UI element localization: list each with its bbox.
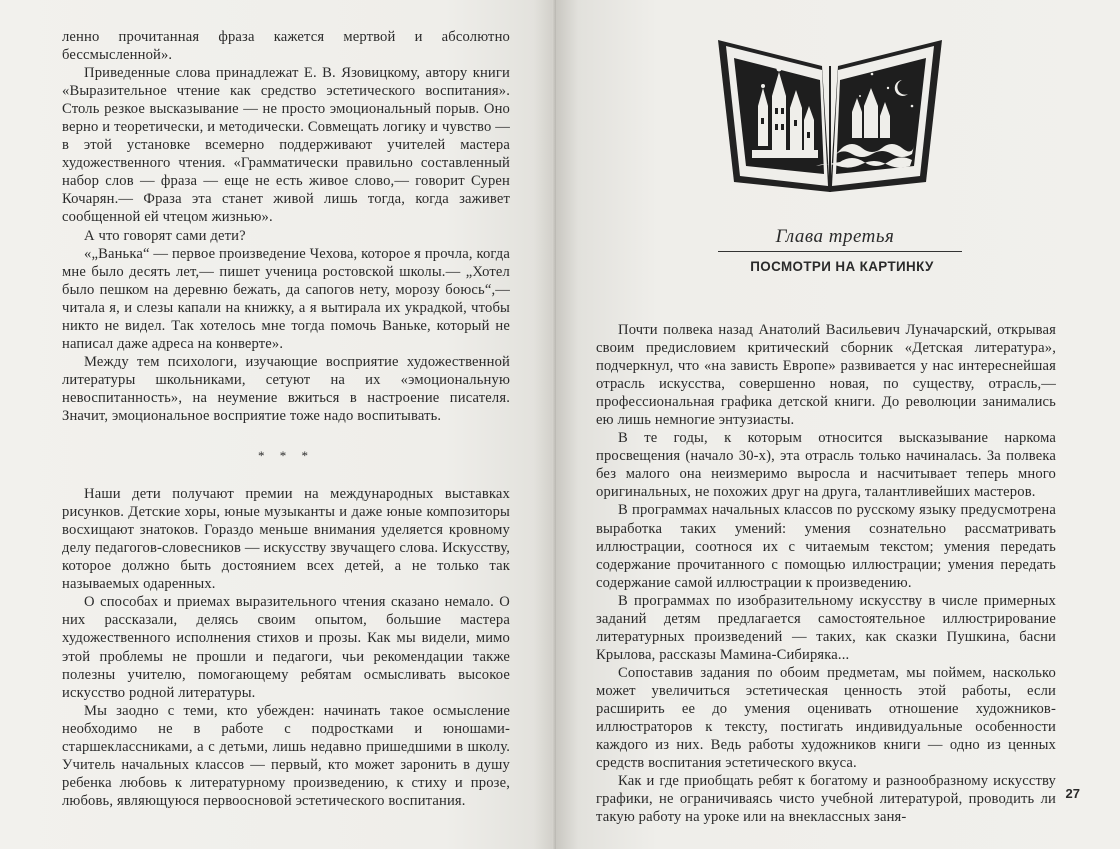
paragraph: Почти полвека назад Анатолий Васильевич Луначарский, открывая своим предисловием критический сборник «Детская литература», подчеркнул, что «на зависть Европе» развивается у нас интереснейшая отрасль искусства, совершенно новая, по существу, отрасль,— профессиональная графика детской книги. До революции занимались ею лишь немногие энтузиасты. (596, 322, 1056, 429)
paragraph: В те годы, к которым относится высказывание наркома просвещения (начало 30-х), эта отрасль только начиналась. За полвека без малого она неизмеримо выросла и насчитывает теперь много оригинальных, не похожих друг на друга, талантливейших мастеров. (596, 430, 1056, 501)
paragraph: В программах начальных классов по русскому языку предусмотрена выработка таких умений: умения сознательно рассматривать иллюстрации, соотнося их с читаемым текстом; умения передать содержание прочитанного с помощью иллюстрации; умения передать содержание самой иллюстрации к произведению. (596, 502, 1056, 591)
paragraph: Как и где приобщать ребят к богатому и разнообразному искусству графики, не ограничиваясь чисто учебной литературой, проводить ли такую работу на уроке или на внеклассных заня- (596, 773, 1056, 826)
section-separator: * * * (258, 448, 314, 464)
paragraph: Наши дети получают премии на международных выставках рисунков. Детские хоры, юные музыканты и даже юные композиторы восхищают знатоков. Гораздо меньше внимания уделяется кровному делу педагогов-словесников — искусству звучащего слова. Искусству, которое должно быть достоянием всех детей, а не только так называемых одаренных. (62, 486, 510, 593)
open-book-with-castle-illustration-icon (712, 36, 948, 200)
paragraph: А что говорят сами дети? (84, 227, 246, 244)
paragraph: О способах и приемах выразительного чтения сказано немало. О них рассказали, делясь своим опытом, большие мастера художественного исполнения стихов и прозы. Как мы видели, мимо этой проблемы не прошли и педагоги, чьи рекомендации также полезны учителю, помогающему ребятам осмысливать высокое искусство родной литературы. (62, 594, 510, 701)
paragraph: Мы заодно с теми, кто убежден: начинать такое осмысление необходимо не в работе с подростками и юношами-старшеклассниками, а с детьми, лишь недавно пришедшими в школу. Учитель начальных классов — первый, кто может заронить в душу ребенка любовь к литературному произведению, к стиху и прозе, любовь, являющуюся первоосновой эстетического воспитания. (62, 702, 510, 809)
left-paragraphs-top (62, 28, 510, 425)
chapter-divider (718, 251, 962, 252)
paragraph: В программах по изобразительному искусству в числе примерных заданий детям предлагается самостоятельное иллюстрирование литературных произведений — таких, как сказки Пушкина, басни Крылова, рассказы Мамина-Сибиряка... (596, 592, 1056, 663)
paragraph: Сопоставив задания по обоим предметам, мы поймем, насколько может увеличиться эстетическая ценность этой работы, если расширить ее до умения оценивать отношение художников-иллюстраторов к тексту, постигать индивидуальные особенности каждого из них. Ведь работы художников книги — одно из ценных средств воспитания эстетического вкуса. (596, 664, 1056, 772)
paragraph: Приведенные слова принадлежат Е. В. Язовицкому, автору книги «Выразительное чтение как средство эстетического воспитания». Столь резкое высказывание — не просто эмоциональный порыв. Оно верно и теоретически, и методически. Совмещать логику и чувство — в этой установке всемерно поддерживают учителей мастера художественного чтения. «Грамматически правильно составленный набор слов — фраза — еще не есть живое слово,— говорит Сурен Кочарян.— Фраза эта станет живой лишь тогда, когда заживет сообщенной ей чтецом жизнью». (62, 65, 510, 226)
left-page-text (62, 28, 510, 810)
left-page (0, 0, 556, 849)
right-page-text (596, 321, 1056, 826)
left-paragraphs-bottom (62, 485, 510, 810)
paragraph: «„Ванька“ — первое произведение Чехова, которое я прочла, когда мне было десять лет,— пишет ученица ростовской школы.— „Хотел было пешком на деревню бежать, да сапогов нету, морозу боюсь“,— читала я, и слезы капали на книжку, а я вытирала их украдкой, чтобы никто не видел. Так хотелось мне тогда помочь Ваньке, который не написал даже адреса на конверте». (62, 245, 511, 352)
chapter-label: Глава третья (775, 226, 895, 247)
right-paragraphs (596, 321, 1056, 826)
page-number: 27 (1065, 786, 1080, 801)
chapter-heading: ПОСМОТРИ НА КАРТИНКУ (750, 259, 934, 274)
paragraph: ленно прочитанная фраза кажется мертвой и абсолютно бессмысленной». (62, 29, 510, 64)
paragraph: Между тем психологи, изучающие восприятие художественной литературы школьниками, сетуют на их «эмоциональную невоспитанность», на неумение вжиться в настроение писателя. Значит, эмоциональное восприятие тоже надо воспитывать. (62, 353, 510, 424)
